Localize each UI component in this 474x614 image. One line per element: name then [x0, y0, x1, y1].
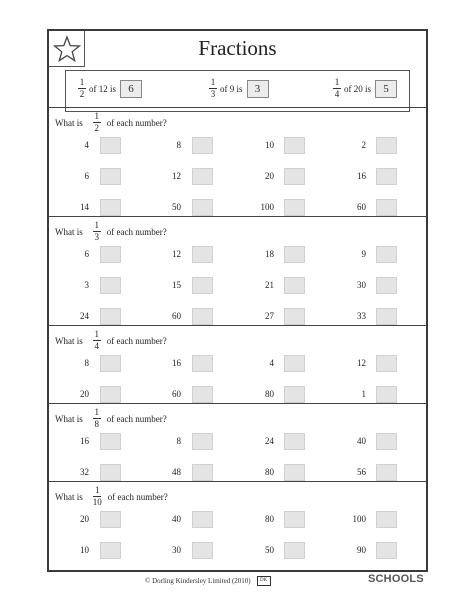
example-answer: 3: [247, 80, 269, 98]
exercise-number: 8: [84, 358, 89, 368]
answer-box[interactable]: [192, 168, 213, 185]
answer-box[interactable]: [100, 308, 121, 325]
exercise-number: 12: [172, 171, 181, 181]
example-answer: 5: [375, 80, 397, 98]
worksheet: [47, 29, 428, 572]
answer-box[interactable]: [192, 542, 213, 559]
example-fraction: $\frac{1}{4}$: [334, 77, 340, 99]
example-box: [65, 70, 410, 112]
answer-box[interactable]: [284, 246, 305, 263]
exercise-number: 18: [265, 249, 274, 259]
exercise-number: 60: [172, 311, 181, 321]
exercise-number: 50: [265, 545, 274, 555]
answer-box[interactable]: [284, 511, 305, 528]
answer-box[interactable]: [284, 308, 305, 325]
exercise-number: 100: [352, 514, 366, 524]
answer-box[interactable]: [100, 168, 121, 185]
answer-box[interactable]: [284, 433, 305, 450]
answer-box[interactable]: [192, 199, 213, 216]
exercise-number: 2: [361, 140, 366, 150]
answer-box[interactable]: [376, 168, 397, 185]
answer-box[interactable]: [284, 542, 305, 559]
page-title: Fractions: [198, 36, 277, 60]
exercise-number: 4: [84, 140, 89, 150]
section-heading: What is $\frac{1}{8}$ of each number?: [55, 407, 167, 429]
exercise-number: 32: [80, 467, 89, 477]
answer-box[interactable]: [376, 464, 397, 481]
exercise-number: 80: [265, 389, 274, 399]
answer-box[interactable]: [376, 511, 397, 528]
answer-box[interactable]: [192, 433, 213, 450]
exercise-number: 90: [357, 545, 366, 555]
section-fraction: $\frac{1}{3}$: [94, 220, 99, 242]
section-fraction: $\frac{1}{4}$: [94, 329, 99, 351]
section-fraction: $\frac{1}{10}$: [92, 485, 102, 507]
exercise-number: 20: [80, 514, 89, 524]
section-divider: [49, 325, 426, 326]
exercise-number: 48: [172, 467, 181, 477]
section-divider: [49, 481, 426, 482]
answer-box[interactable]: [100, 355, 121, 372]
answer-box[interactable]: [376, 308, 397, 325]
exercise-number: 6: [84, 171, 89, 181]
exercise-number: 15: [172, 280, 181, 290]
exercise-number: 3: [84, 280, 89, 290]
exercise-number: 8: [176, 140, 181, 150]
answer-box[interactable]: [376, 355, 397, 372]
exercise-number: 24: [80, 311, 89, 321]
copyright-text: © Dorling Kindersley Limited (2010): [145, 577, 251, 585]
answer-box[interactable]: [192, 355, 213, 372]
exercise-number: 16: [172, 358, 181, 368]
exercise-number: 60: [357, 202, 366, 212]
dk-logo: DK: [257, 576, 271, 586]
answer-box[interactable]: [100, 277, 121, 294]
section-heading: What is $\frac{1}{3}$ of each number?: [55, 220, 167, 242]
answer-box[interactable]: [284, 137, 305, 154]
answer-box[interactable]: [100, 433, 121, 450]
answer-box[interactable]: [284, 199, 305, 216]
section-divider: [49, 107, 426, 108]
exercise-number: 33: [357, 311, 366, 321]
section-fraction: $\frac{1}{8}$: [94, 407, 99, 429]
answer-box[interactable]: [284, 277, 305, 294]
exercise-number: 24: [265, 436, 274, 446]
answer-box[interactable]: [376, 386, 397, 403]
exercise-number: 20: [80, 389, 89, 399]
answer-box[interactable]: [284, 464, 305, 481]
answer-box[interactable]: [100, 199, 121, 216]
answer-box[interactable]: [100, 542, 121, 559]
exercise-number: 1: [361, 389, 366, 399]
answer-box[interactable]: [376, 542, 397, 559]
footer: [145, 576, 271, 586]
exercise-number: 40: [357, 436, 366, 446]
answer-box[interactable]: [376, 137, 397, 154]
schools-logo: SCHOOLS: [368, 573, 424, 585]
section-fraction: $\frac{1}{2}$: [94, 111, 99, 133]
answer-box[interactable]: [192, 386, 213, 403]
exercise-number: 21: [265, 280, 274, 290]
answer-box[interactable]: [192, 137, 213, 154]
exercise-number: 10: [80, 545, 89, 555]
exercise-number: 40: [172, 514, 181, 524]
exercise-number: 27: [265, 311, 274, 321]
example-3: $\frac{1}{4}$ of 20 is 5: [333, 78, 397, 99]
exercise-number: 4: [269, 358, 274, 368]
answer-box[interactable]: [192, 511, 213, 528]
exercise-number: 60: [172, 389, 181, 399]
exercise-number: 16: [80, 436, 89, 446]
answer-box[interactable]: [376, 433, 397, 450]
answer-box[interactable]: [100, 386, 121, 403]
answer-box[interactable]: [100, 137, 121, 154]
exercise-number: 12: [357, 358, 366, 368]
exercise-number: 9: [361, 249, 366, 259]
answer-box[interactable]: [100, 246, 121, 263]
section-heading: What is $\frac{1}{10}$ of each number?: [55, 485, 168, 507]
answer-box[interactable]: [100, 464, 121, 481]
answer-box[interactable]: [192, 308, 213, 325]
exercise-number: 10: [265, 140, 274, 150]
example-2: $\frac{1}{3}$ of 9 is 3: [209, 78, 269, 99]
answer-box[interactable]: [284, 355, 305, 372]
answer-box[interactable]: [376, 246, 397, 263]
section-divider: [49, 216, 426, 217]
exercise-number: 80: [265, 514, 274, 524]
section-heading: What is $\frac{1}{4}$ of each number?: [55, 329, 167, 351]
exercise-number: 80: [265, 467, 274, 477]
exercise-number: 100: [260, 202, 274, 212]
exercise-number: 14: [80, 202, 89, 212]
exercise-number: 8: [176, 436, 181, 446]
answer-box[interactable]: [192, 277, 213, 294]
exercise-number: 50: [172, 202, 181, 212]
answer-box[interactable]: [192, 464, 213, 481]
answer-box[interactable]: [192, 246, 213, 263]
answer-box[interactable]: [376, 199, 397, 216]
answer-box[interactable]: [100, 511, 121, 528]
exercise-number: 30: [172, 545, 181, 555]
exercise-number: 6: [84, 249, 89, 259]
section-divider: [49, 403, 426, 404]
example-answer: 6: [120, 80, 142, 98]
answer-box[interactable]: [284, 386, 305, 403]
example-fraction: $\frac{1}{2}$: [79, 77, 85, 99]
exercise-number: 16: [357, 171, 366, 181]
example-fraction: $\frac{1}{3}$: [210, 77, 216, 99]
answer-box[interactable]: [284, 168, 305, 185]
exercise-number: 30: [357, 280, 366, 290]
exercise-number: 20: [265, 171, 274, 181]
exercise-number: 12: [172, 249, 181, 259]
answer-box[interactable]: [376, 277, 397, 294]
example-1: $\frac{1}{2}$ of 12 is 6: [78, 78, 142, 99]
section-heading: What is $\frac{1}{2}$ of each number?: [55, 111, 167, 133]
exercise-number: 56: [357, 467, 366, 477]
